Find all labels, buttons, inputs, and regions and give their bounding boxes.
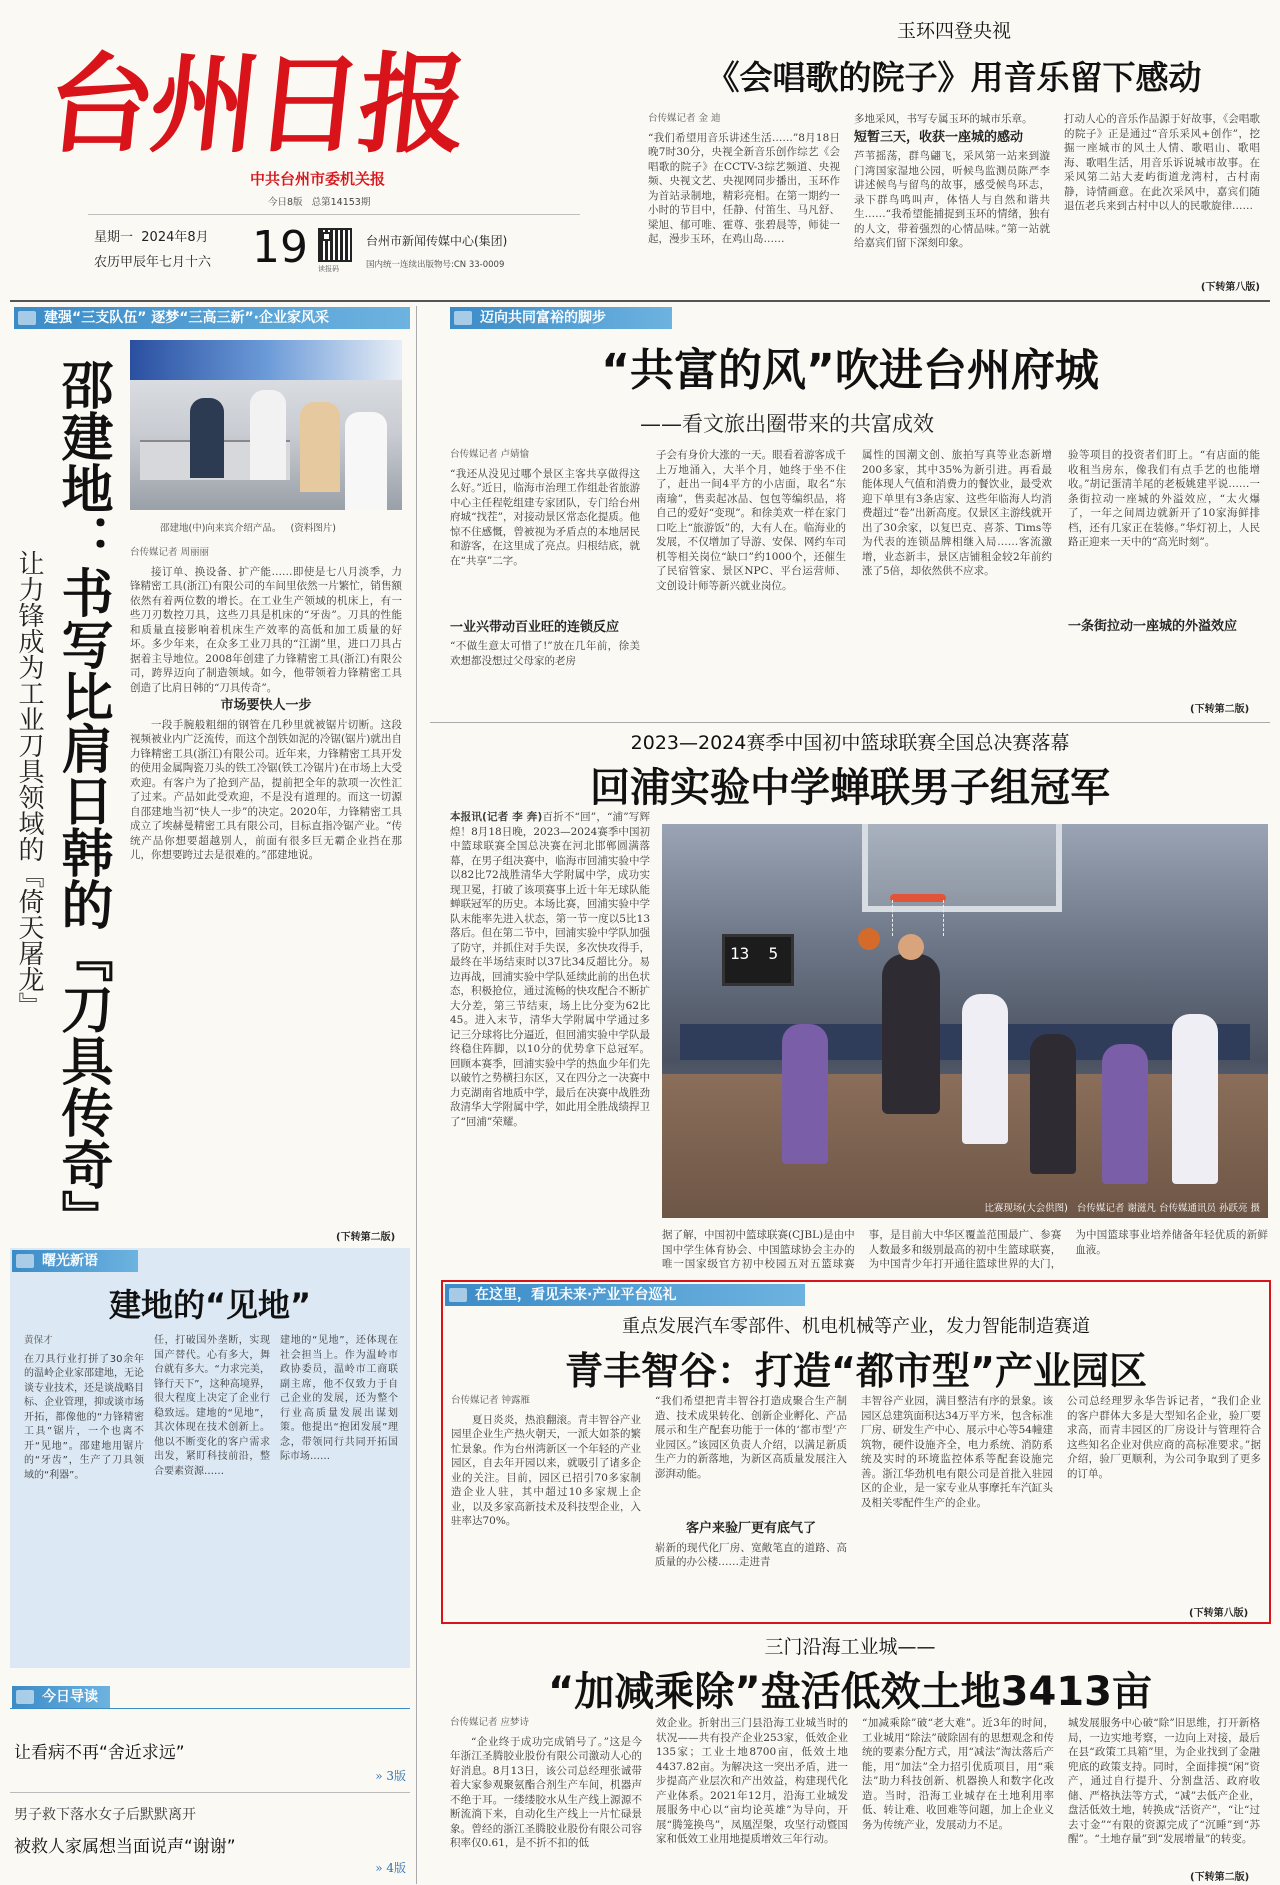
left-feature-subhead: 市场要快人一步 xyxy=(220,698,312,713)
gongfu-text1: “我还从没见过哪个景区主客共享做得这么好。”近日，临海市治理工作组赴省旅游中心主任程乾组建专家团队，专门给台州府城“找茬”，对接动景区常态化提质。他惊不住感慨，曾被视为矛盾点的本地居民和游客，在这里成了亮点。归根结底，就在“共享”二字。 xyxy=(450,467,640,567)
sanmen-col3 xyxy=(862,1716,1054,1878)
gongfu-headline: “共富的风”吹进台州府城 xyxy=(601,345,1099,396)
top-story xyxy=(648,8,1260,298)
gongfu-col1 xyxy=(450,448,640,716)
gongfu-jump[interactable]: (下转第二版) xyxy=(1190,704,1250,715)
gongfu-section: 迈向共同富裕的脚步 xyxy=(450,307,672,329)
top-story-text3: 打动人心的音乐作品源于好故事，《会唱歌的院子》正是通过“音乐采风+创作”，挖掘一座城市的风土人情、歌唱山、歌唱海、歌唱生活，用音乐诉说城市故事。在采风第二站大麦屿街道龙湾村，古村南静，诗情画意。在此次采风中，嘉宾们随退伍老兵来到古村中以人的民歌旋律…… xyxy=(1064,113,1260,212)
gongfu-subhead1: 一业兴带动百业旺的连锁反应 xyxy=(450,619,620,635)
gongfu-rule xyxy=(430,722,1270,723)
left-feature-jump[interactable]: (下转第二版) xyxy=(336,1232,396,1243)
left-column-divider xyxy=(416,306,417,1884)
weekday: 星期一 xyxy=(94,230,134,245)
top-story-text2-intro: 多地采风，书写专属玉环的城市乐章。 xyxy=(854,113,1033,125)
industrial-box xyxy=(441,1280,1271,1624)
shuguang-col2 xyxy=(154,1334,270,1662)
gongfu-byline: 台传媒记者 卢婧愉 xyxy=(450,449,530,460)
industrial-col1 xyxy=(451,1394,641,1616)
shuguang-col3 xyxy=(280,1334,398,1662)
industrial-text4: 公司总经理罗永华告诉记者，“我们企业的客户群体大多是大型知名企业，验厂要求高，而青丰园区的厂房设计与管理符合这些知名企业对供应商的高标准要求。”据介绍，验厂更顺利，为公司争取到了更多的订单。 xyxy=(1067,1395,1261,1480)
left-photo-credit: (资料图片) xyxy=(290,523,336,534)
basketball-text xyxy=(450,810,650,1129)
sanmen-text1: “企业终于成功完成销号了。”这是今年浙江圣腾胶业股份有限公司激动人心的好消息。8月13日，该公司总经理张诚带着大家参观聚氨酯合剂生产车间，机器声不绝于耳。一缕缕胶水从生产线上源源不断流淌下来，自动化生产线上一片忙碌景象。曾经的浙江圣腾胶业股份有限公司容积率仅0.61，是不折不扣的低 xyxy=(450,1735,642,1849)
qr-caption: 读报码 xyxy=(318,265,339,273)
left-feature-text2: 一段手腕般粗细的钢管在几秒里就被锯片切断。这段视频被业内广泛流传，而这个剖铁如泥的冷锯(锯片)就出自力锋精密工具(浙江)有限公司。近年来，力锋精密工具开发的使用金属陶瓷刀头的铁工冷锯(铁工冷锯片)在市场上大受欢迎。有客户为了抢到产品，提前把全年的款项一次性汇了过来。产品如此受欢迎，不是没有道理的。而这一切源自邵建地当初“快人一步”的决定。2020年，力锋精密工具成立了埃赫曼精密工具有限公司，目标直指冷锯产业。“传统产品你想要超越别人，前面有很多巨无霸企业挡在那儿，你想要跨过去是很难的。”邵建地说。 xyxy=(130,718,402,861)
top-story-kicker: 玉环四登央视 xyxy=(896,20,1011,42)
basketball-photo-credit: 台传媒记者 谢滋凡 台传媒通讯员 孙跃亮 摄 xyxy=(1076,1203,1260,1214)
left-photo-caption xyxy=(160,520,336,534)
left-feature-text1: 接订单、换设备、扩产能……即使是七八月淡季，力锋精密工具(浙江)有限公司的车间里依然一片繁忙，销售额依然有着两位数的增长。在工业生产领域的机床上，有一些刀刃数控刀具，这些刀具是机床的“牙齿”。刀具的性能和质量直接影响着机床生产效率的高低和加工质量的好坏。多少年来，在众多工业刀具的“江湖”里，进口刀具占据着主导地位。2008年创建了力锋精密工具(浙江)有限公司，跨界迈向了制造领域。如今，他带领着力锋精密工具创造了比肩日韩的“刀具传奇”。 xyxy=(130,565,402,694)
edition-info xyxy=(268,194,370,208)
sanmen-text2: 效企业。折射出三门县沿海工业城当时的状况——共有投产企业253家，低效企业135家；工业土地8700亩，低效土地4437.82亩。为解决这一突出矛盾，进一步提高产业层次和产出效益，构建现代化产业体系。2021年12月，沿海工业城发展服务中心以“亩均论英雄”为导向，开展“腾笼换鸟”，凤凰涅槃，攻坚行动暨国家和低效工业用地提质增效三年行动。 xyxy=(656,1717,848,1845)
left-feature-title: 邵建地：书写比肩日韩的『刀具传奇』 xyxy=(52,358,112,1242)
date-block xyxy=(94,226,211,270)
gongfu-subhead2: 一条街拉动一座城的外溢效应 xyxy=(1068,619,1238,634)
basketball-text-body: 百折不“回”，“浦”写辉煌！8月18日晚，2023—2024赛季中国初中篮球联赛全国总决赛在河北邯郸圆满落幕，在男子组决赛中，临海市回浦实验中学以82比72战胜清华大学附属中学，成功实现卫冕，打破了该项赛事上近十年无球队能蝉联冠军的历史。本场比赛，回浦实验中学队末能率先进入状态，第一节一度以5比13落后。但在第二节中，回浦实验中学队加强了防守，并抓住对手失误，多次快攻得手，最终在半场结束时以37比34反超比分。易边再战，回浦实验中学队延续此前的出色状态，积极抢位，通过流畅的快攻配合不断扩大分差，第三节结束，场上比分变为62比45。进入末节，清华大学附属中学通过多记三分球将比分逼近，但回浦实验中学队最终稳住阵脚，以10分的优势拿下总冠军。回顾本赛季，回浦实验中学的热血少年们先以破竹之势横扫东区，又在四分之一决赛中力克湖南省地质中学，最后在决赛中战胜劲敌清华大学附属中学，如此用全胜战绩捍卫了“回浦”荣耀。 xyxy=(450,811,650,1128)
today-guide xyxy=(10,1686,410,1882)
gongfu-col3 xyxy=(862,448,1052,716)
gongfu-text3: 属性的国潮文创、旅拍写真等业态新增200多家，其中35%为新引进。再看最能体现人气值和消费力的餐饮业，最受欢迎下单里有3条店家、这些年临海人均消费超过“卷”出新高度。仅景区主游线就开出了30余家，以复巴克、喜茶、Tims等为代表的连锁品牌相继入局……客流激增，业态新丰，景区店铺租金较2年前约涨了5倍，却依然供不应求。 xyxy=(862,449,1052,577)
masthead-divider xyxy=(10,300,1270,302)
industrial-kicker: 重点发展汽车零部件、机电机械等产业，发力智能制造赛道 xyxy=(622,1316,1090,1337)
shuguang-col1 xyxy=(24,1334,144,1662)
left-feature-section: 建强“三支队伍” 逐梦“三高三新”·企业家风采 xyxy=(14,307,410,329)
shuguang-title: 建地的“见地” xyxy=(108,1286,312,1324)
qr-code[interactable] xyxy=(318,228,352,262)
top-story-headline: 《会唱歌的院子》用音乐留下感动 xyxy=(706,58,1202,97)
gongfu-text1b: “不做生意太可惜了!”放在几年前，徐美欢想都没想过父母家的老房 xyxy=(450,640,640,667)
sanmen-byline: 台传媒记者 应梦诗 xyxy=(450,1717,530,1728)
sanmen-jump[interactable]: (下转第二版) xyxy=(1190,1872,1250,1883)
left-feature-byline: 台传媒记者 周丽丽 xyxy=(130,547,210,558)
sanmen-text4: 城发展服务中心破“除”旧思维，打开新格局，一边实地考察，一边向上对接，最后在县“政策工具箱”里，为企业找到了金融兜底的政策支持。同时，全面排摸“闲”资产，通过自行提升、分割盘活、政府收储、严格执法等方式，“减”去低产企业，盘活低效土地，转换成“活资产”，“让“过去寸金”“有限的资源完成了“沉睡”到“苏醒”。“土地存量”到“发展增量”的转变。 xyxy=(1068,1717,1260,1845)
industrial-jump[interactable]: (下转第八版) xyxy=(1189,1608,1249,1619)
industrial-byline: 台传媒记者 钟露雁 xyxy=(451,1395,531,1406)
guide-item-2-line2: 被救人家属想当面说声“谢谢” xyxy=(14,1837,236,1857)
basketball-col2 xyxy=(662,1228,1268,1272)
scoreboard: 13 5 xyxy=(730,944,779,963)
sanmen-kicker: 三门沿海工业城—— xyxy=(764,1636,936,1658)
gongfu-text2: 子会有身价大涨的一天。眼看着游客成千上万地涌入，大半个月，她终于坐不住了，赶出一间4平方的小店面，取名“东南瑜”，售卖起冰品、包包等编织品，将自己的爱好“变现”。和徐美欢一样在家门口吃上“旅游饭”的，大有人在。临海业的发展，不仅增加了导游、安保、网约车司机等相关岗位“缺口”约1000个，还催生了民宿管家、景区NPC、平台运营师、文创设计师等新兴就业岗位。 xyxy=(656,449,846,592)
today-guide-section: 今日导读 xyxy=(12,1686,110,1708)
lunar-date: 农历甲辰年七月十六 xyxy=(94,255,212,270)
basketball-text2: 据了解，中国初中篮球联赛(CJBL)是由中国中学生体育协会、中国篮球协会主办的唯一国家级官方初中校园五对五篮球赛事，是目前大中华区覆盖范围最广、参赛人数最多和级别最高的初中生篮球联赛，为中国青少年打开通往篮球世界的大门，为中国篮球事业培养储备年轻优质的新鲜血液。 xyxy=(662,1229,1268,1270)
top-story-col3 xyxy=(1064,112,1260,278)
gongfu-col4 xyxy=(1068,448,1260,716)
guide-item-1-page-num: 3版 xyxy=(386,1769,406,1783)
gongfu-text4: 验等项目的投资者们盯上。“有店面的能收租当房东，像我们有点手艺的也能增收。”胡记蛋清羊尾的老板姚建平说……一条街拉动一座城的外溢效应，“太火爆了，一年之间周边就新开了10家海鲜排档，还有几家正在装修。”华灯初上，人民路正迎来一天中的“高光时刻”。 xyxy=(1068,449,1260,548)
top-story-subhead: 短暂三天，收获一座城的感动 xyxy=(854,129,1024,145)
gongfu-col2 xyxy=(656,448,846,716)
guide-item-1[interactable] xyxy=(14,1738,406,1784)
top-story-text2: 芦苇摇荡，群鸟翩飞，采风第一站来到漩门湾国家湿地公园，听候鸟监测员陈严李讲述候鸟与留鸟的故事，感受候鸟环志，录下群鸟鸣叫声，体悟人与自然和谐共生……“我希望能捕捉到玉环的情绪，独有的人文，带着强烈的心情品味。”第一站就给嘉宾们留下深刻印象。 xyxy=(854,150,1050,249)
sanmen-col2 xyxy=(656,1716,848,1878)
industrial-text2: “我们希望把青丰智谷打造成聚合生产制造、技术成果转化、创新企业孵化、产品展示和生产配套功能于一体的‘都市型’产业园区。”该园区负责人介绍，以满足新质生产力的新落地，为新区高质量发展注入澎湃动能。 xyxy=(655,1395,847,1480)
guide-item-2-line1: 男子救下落水女子后默默离开 xyxy=(14,1807,196,1823)
top-story-col1 xyxy=(648,112,840,292)
industrial-section: 在这里，看见未来·产业平台巡礼 xyxy=(445,1284,805,1306)
basketball-byline: 本报讯(记者 李 奔) xyxy=(450,811,543,823)
basketball-kicker: 2023—2024赛季中国初中篮球联赛全国总决赛落幕 xyxy=(630,732,1070,754)
shuguang-author: 黄保才 xyxy=(24,1335,53,1346)
left-feature-body xyxy=(130,546,402,1228)
shuguang-text3: 建地的“见地”，还体现在社会担当上。作为温岭市政协委员，温岭市工商联副主席，他不仅致力于自己企业的发展，还为整个行业高质量发展出谋划策。他提出“抱团发展”理念，带领同行共同开拓国际市场…… xyxy=(280,1335,398,1462)
top-story-byline: 台传媒记者 金 迪 xyxy=(648,113,721,124)
left-photo-caption-text: 邵建地(中)向来宾介绍产品。 xyxy=(160,523,282,534)
publisher: 台州市新闻传媒中心(集团) xyxy=(366,234,508,248)
industrial-text2b: 崭新的现代化厂房、宽敞笔直的道路、高质量的办公楼……走进青 xyxy=(655,1541,847,1568)
publication-codes: 国内统一连续出版物号:CN 33-0009 xyxy=(366,260,505,270)
basketball-body xyxy=(450,810,650,1250)
sanmen-col1 xyxy=(450,1716,642,1878)
top-story-col2 xyxy=(854,112,1050,292)
party-label: 中共台州市委机关报 xyxy=(250,170,386,188)
left-feature-photo xyxy=(130,340,402,510)
guide-item-1-title: 让看病不再“舍近求远” xyxy=(14,1743,185,1763)
shuguang-text2: 任，打破国外垄断，实现国产替代。心有多大，舞台就有多大。“力求完美，锋行天下”，这种高境界，很大程度上决定了企业行稳致远。建地的“见地”，其次体现在技术创新上。他以不断变化的客户需求出发，紧盯科技前沿，整合要素资源…… xyxy=(154,1335,270,1477)
sanmen-headline: “加减乘除”盘活低效土地3413亩 xyxy=(548,1669,1152,1715)
edition-count: 今日8版 xyxy=(268,197,303,208)
industrial-text3: 丰智谷产业园，满目整洁有序的景象。该园区总建筑面积达34万平方米，包含标准厂房、研发生产中心、展示中心等54幢建筑物，硬件设施齐全，电力系统、消防系统及实时的环境监控体系等配套设施完善。浙江华劲机电有限公司是首批入驻园区的企业，是一家专业从事摩托车汽缸头及相关零配件生产的企业。 xyxy=(861,1395,1053,1509)
guide-item-1-page: » 3版 xyxy=(375,1769,406,1783)
sanmen-col4 xyxy=(1068,1716,1260,1868)
basketball-photo xyxy=(662,824,1268,1218)
newspaper-logo: 台州日报 xyxy=(40,42,470,168)
today-guide-rule xyxy=(10,1708,410,1709)
guide-item-2-page-num: 4版 xyxy=(386,1861,406,1875)
sanmen-text3: “加减乘除”破“老大难”。近3年的时间，工业城用“除法”破除固有的思想观念和传统的要素分配方式，用“减法”淘汰落后产能，用“加法”全力招引优质项目，用“乘法”助力科技创新、机器换人和数字化改造。当时，沿海工业城存在土地利用率低、转让难、收回难等问题，加上企业义务为传统产业，发展动力不足。 xyxy=(862,1717,1054,1831)
guide-divider xyxy=(10,1792,410,1793)
industrial-col4 xyxy=(1067,1394,1261,1602)
industrial-headline: 青丰智谷：打造“都市型”产业园区 xyxy=(565,1349,1147,1393)
industrial-col3 xyxy=(861,1394,1053,1616)
left-feature-subtitle: 让力锋成为工业刀具领域的『倚天屠龙』 xyxy=(14,550,44,1018)
date-day: 19 xyxy=(252,222,308,273)
serial-number: 总第14153期 xyxy=(311,197,371,208)
masthead-rule xyxy=(88,214,580,215)
basketball-caption-text: 比赛现场(大会供图) xyxy=(984,1203,1068,1214)
industrial-subhead: 客户来验厂更有底气了 xyxy=(685,1521,816,1536)
shuguang-section: 曙光新语 xyxy=(12,1250,138,1272)
basketball-photo-caption xyxy=(662,1200,1268,1214)
top-story-text1: “我们希望用音乐讲述生活……”8月18日晚7时30分，央视全新音乐创作综艺《会唱歌的院子》在CCTV-3综艺频道、央视频、央视文艺、央视网同步播出，玉环作为首站录制地，精彩亮相。在第一期约一小时的节目中，任静、付笛生、马凡舒、梁旭、郁可唯、霍尊、张碧晨等，师徒一起，漫步玉环，在鸡山岛…… xyxy=(648,131,840,245)
guide-item-2[interactable] xyxy=(14,1804,406,1876)
shuguang-box xyxy=(10,1248,410,1668)
guide-item-2-page: » 4版 xyxy=(375,1861,406,1875)
basketball-headline: 回浦实验中学蝉联男子组冠军 xyxy=(590,765,1110,811)
top-story-jump[interactable]: (下转第八版) xyxy=(1200,282,1260,293)
industrial-text1: 夏日炎炎，热浪翻滚。青丰智谷产业园里企业生产热火朝天，一派大如茶的繁忙景象。作为台州湾新区一个年轻的产业园区，自去年开园以来，就吸引了诸多企业的关注。目前，园区已招引70多家制造企业人驻，其中超过10多家规上企业，以及多家高新技术及科技型企业，入驻率达70%。 xyxy=(451,1413,641,1527)
shuguang-text1: 在刀具行业打拼了30余年的温岭企业家邵建地，无论谈专业技术，还是谈战略目标、企业管理，抑或谈市场开拓，都像他的“力锋精密工具”锯片，一个也离不开“见地”。邵建地用锯片的“牙齿”，生产了刀具领域的“利器”。 xyxy=(24,1353,144,1481)
date-month: 2024年8月 xyxy=(141,230,209,245)
gongfu-subtitle: ——看文旅出圈带来的共富成效 xyxy=(640,412,934,436)
industrial-col2 xyxy=(655,1394,847,1616)
